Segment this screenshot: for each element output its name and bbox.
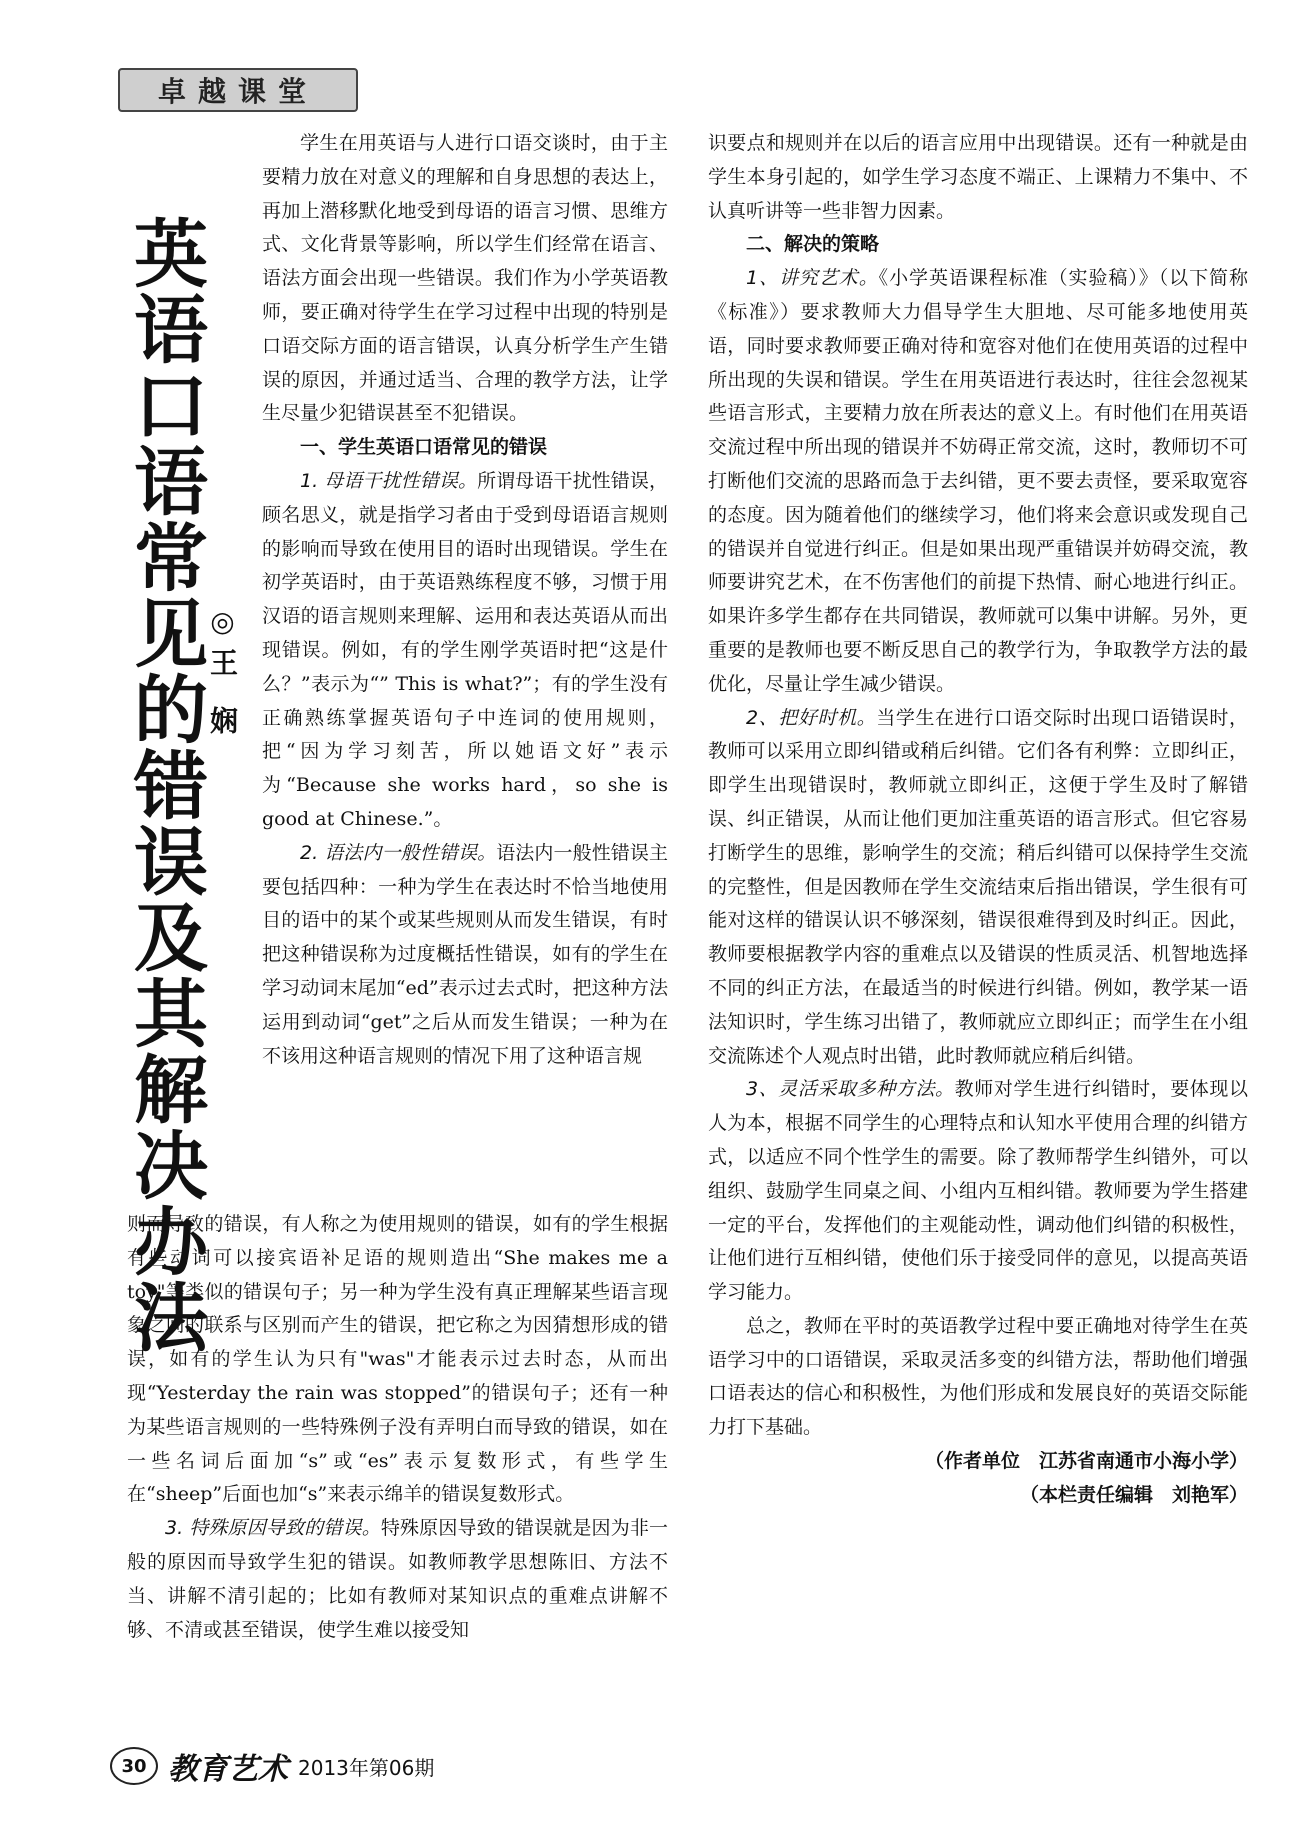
paragraph bbox=[127, 1208, 668, 1512]
paragraph-text: 语法内一般性错误主要包括四种：一种为学生在表达时不恰当地使用目的语中的某个或某些规则从而发生错误，有时把这种错误称为过度概括性错误，如有的学生在学习动词末尾加“ed”表示过去式时，把这种方法运用到动词“get”之后从而发生错误；一种为在不该用这种语言规则的情况下用了这种语言规 bbox=[262, 841, 668, 1067]
footer bbox=[110, 1746, 434, 1786]
paragraph-text: 《小学英语课程标准（实验稿）》（以下简称《标准》）要求教师大力倡导学生大胆地、尽可能多地使用英语，同时要求教师要正确对待和宽容对他们在使用英语的过程中所出现的失误和错误。学生在用英语进行表达时，往往会忽视某些语言形式，主要精力放在所表达的意义上。有时他们在用英语交流过程中所出现的错误并不妨碍正常交流，这时，教师切不可打断他们交流的思路而急于去纠错，更不要去责怪，要采取宽容的态度。因为随着他们的继续学习，他们将来会意识或发现自己的错误并自觉进行纠正。但是如果出现严重错误并妨碍交流，教师要讲究艺术，在不伤害他们的前提下热情、耐心地进行纠正。如果许多学生都存在共同错误，教师就可以集中讲解。另外，更重要的是教师也要不断反思自己的教学行为，争取教学方法的最优化，尽量让学生减少错误。 bbox=[708, 267, 1248, 695]
column-left-bottom bbox=[127, 1208, 668, 1647]
paragraph-text: 所谓母语干扰性错误，顾名思义，就是指学习者由于受到母语语言规则的影响而导致在使用目的语时出现错误。学生在初学英语时，由于英语熟练程度不够，习惯于用汉语的语言规则来理解、运用和表达英语从而出现错误。例如，有的学生刚学英语时把“这是什么？”表示为“” This is what?”；有的学生没有正确熟练掌握英语句子中连词的使用规则，把“因为学习刻苦，所以她语文好”表示为“Because she works hard，so she is good at Chinese.”。 bbox=[262, 469, 668, 830]
paragraph bbox=[708, 262, 1248, 701]
paragraph-lead: 1、讲究艺术。 bbox=[746, 267, 879, 290]
issue-label: 2013年第06期 bbox=[298, 1755, 435, 1780]
paragraph bbox=[708, 127, 1248, 228]
paragraph bbox=[708, 1073, 1248, 1310]
paragraph bbox=[708, 1310, 1248, 1445]
paragraph bbox=[127, 1512, 668, 1647]
paragraph bbox=[262, 465, 668, 837]
section-heading: 二、解决的策略 bbox=[746, 233, 880, 256]
paragraph-text: 学生在用英语与人进行口语交谈时，由于主要精力放在对意义的理解和自身思想的表达上，再加上潜移默化地受到母语的语言习惯、思维方式、文化背景等影响，所以学生们经常在语言、语法方面会出现一些错误。我们作为小学英语教师，要正确对待学生在学习过程中出现的特别是口语交际方面的语言错误，认真分析学生产生错误的原因，并通过适当、合理的教学方法，让学生尽量少犯错误甚至不犯错误。 bbox=[262, 132, 668, 425]
author-name: ◎王 娴 bbox=[206, 605, 239, 744]
paragraph-text: 当学生在进行口语交际时出现口语错误时，教师可以采用立即纠错或稍后纠错。它们各有利弊：立即纠正，即学生出现错误时，教师就立即纠正，这便于学生及时了解错误、纠正错误，从而让他们更加注重英语的语言形式。但它容易打断学生的思维，影响学生的交流；稍后纠错可以保持学生交流的完整性，但是因教师在学生交流结束后指出错误，学生很有可能对这样的错误认识不够深刻，错误很难得到及时纠正。因此，教师要根据教学内容的重难点以及错误的性质灵活、机智地选择不同的纠正方法，在最适当的时候进行纠错。例如，教学某一语法知识时，学生练习出错了，教师就应立即纠正；而学生在小组交流陈述个人观点时出错，此时教师就应稍后纠错。 bbox=[708, 706, 1248, 1067]
section-badge bbox=[118, 68, 358, 112]
paragraph-text: 识要点和规则并在以后的语言应用中出现错误。还有一种就是由学生本身引起的，如学生学习态度不端正、上课精力不集中、不认真听讲等一些非智力因素。 bbox=[708, 132, 1248, 222]
paragraph-lead: 2、把好时机。 bbox=[746, 706, 877, 729]
section-label: 卓越课堂 bbox=[157, 75, 318, 108]
paragraph-text: 特殊原因导致的错误就是因为非一般的原因而导致学生犯的错误。如教师教学思想陈旧、方法不当、讲解不清引起的；比如有教师对某知识点的重难点讲解不够、不清或甚至错误，使学生难以接受知 bbox=[127, 1517, 668, 1641]
article-title: 英语口语常见的错误及其解决办法 bbox=[122, 215, 208, 1355]
paragraph-lead: 3. 特殊原因导致的错误。 bbox=[165, 1517, 381, 1540]
signature-editor: （本栏责任编辑 刘艳军） bbox=[1019, 1483, 1248, 1506]
magazine-name: 教育艺术 bbox=[168, 1752, 288, 1787]
signature-affiliation: （作者单位 江苏省南通市小海小学） bbox=[924, 1450, 1248, 1473]
paragraph bbox=[262, 837, 668, 1074]
paragraph-lead: 1. 母语干扰性错误。 bbox=[300, 469, 478, 492]
paragraph-text: 总之，教师在平时的英语教学过程中要正确地对待学生在英语学习中的口语错误，采取灵活多变的纠错方法，帮助他们增强口语表达的信心和积极性，为他们形成和发展良好的英语交际能力打下基础。 bbox=[708, 1314, 1248, 1439]
paragraph-lead: 3、灵活采取多种方法。 bbox=[746, 1078, 955, 1101]
paragraph bbox=[708, 702, 1248, 1074]
page-number: 30 bbox=[110, 1747, 158, 1785]
section-heading: 一、学生英语口语常见的错误 bbox=[300, 436, 548, 459]
column-left-top bbox=[262, 127, 668, 1073]
column-right bbox=[708, 127, 1248, 1513]
paragraph-text: 则而导致的错误，有人称之为使用规则的错误，如有的学生根据有些动词可以接宾语补足语的规则造出“She makes me a toy"等类似的错误句子；另一种为学生没有真正理解某些语言现象之间的联系与区别而产生的错误，把它称之为因猜想形成的错误，如有的学生认为只有"was"才能表示过去时态，从而出现“Yesterday the rain was stopped”的错误句子；还有一种为某些语言规则的一些特殊例子没有弄明白而导致的错误，如在一些名词后面加“s”或“es”表示复数形式，有些学生在“sheep”后面也加“s”来表示绵羊的错误复数形式。 bbox=[127, 1213, 668, 1506]
paragraph bbox=[262, 127, 668, 431]
paragraph-text: 教师对学生进行纠错时，要体现以人为本，根据不同学生的心理特点和认知水平使用合理的纠错方式，以适应不同个性学生的需要。除了教师帮学生纠错外，可以组织、鼓励学生同桌之间、小组内互相纠错。教师要为学生搭建一定的平台，发挥他们的主观能动性，调动他们纠错的积极性，让他们进行互相纠错，使他们乐于接受同伴的意见，以提高英语学习能力。 bbox=[708, 1078, 1248, 1304]
paragraph-lead: 2. 语法内一般性错误。 bbox=[300, 841, 497, 864]
